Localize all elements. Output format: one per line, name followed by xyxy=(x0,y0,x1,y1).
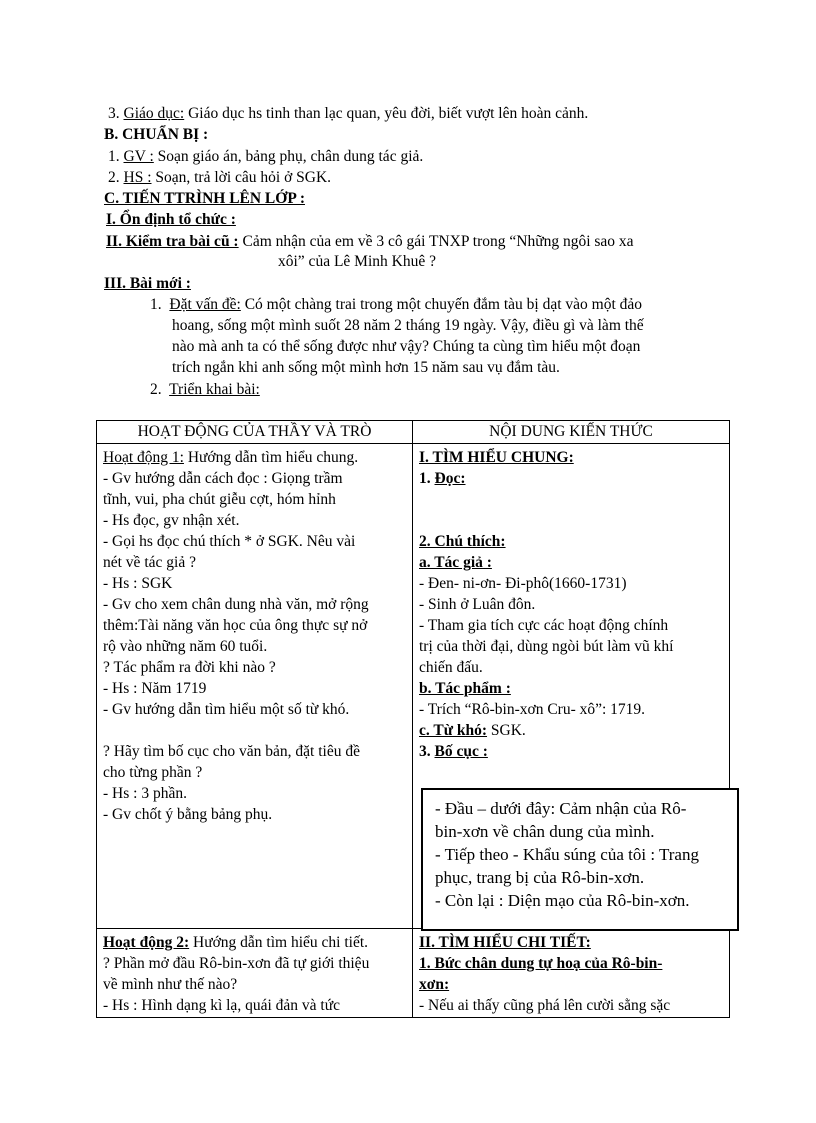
list-item: - Trích “Rô-bin-xơn Cru- xô”: 1719. xyxy=(419,701,646,718)
line-gv: 1. GV : Soạn giáo án, bảng phụ, chân dung tác giả. xyxy=(108,148,424,165)
box-line: - Tiếp theo - Khẩu súng của tôi : Trang xyxy=(435,845,699,864)
line-kiem-tra-cont: xôi” của Lê Minh Khuê ? xyxy=(278,253,436,270)
list-item: - Gv chốt ý bằng bảng phụ. xyxy=(103,806,273,823)
sub-tu-kho: c. Từ khó: SGK. xyxy=(419,722,526,739)
left-cell-1 xyxy=(97,444,413,929)
list-item: - Gọi hs đọc chú thích * ở SGK. Nêu vài xyxy=(103,533,356,550)
list-item: - Đen- ni-ơn- Đi-phô(1660-1731) xyxy=(419,575,627,592)
list-item: - Hs : SGK xyxy=(103,575,173,592)
section-title: II. TÌM HIỂU CHI TIẾT: xyxy=(419,934,591,951)
heading-chuan-bi: B. CHUẨN BỊ : xyxy=(104,126,209,143)
bo-cuc-box xyxy=(421,788,739,931)
sub-tac-gia: a. Tác giả : xyxy=(419,554,492,571)
box-line: phục, trang bị của Rô-bin-xơn. xyxy=(435,868,645,887)
list-item: nét về tác giả ? xyxy=(103,554,196,571)
paragraph-line: hoang, sống một mình suốt 28 năm 2 tháng 19 ngày. Vậy, điều gì và làm thế xyxy=(172,317,644,334)
sub-chan-dung-cont: xơn: xyxy=(419,976,450,993)
left-cell-2 xyxy=(97,929,413,1018)
list-item: - Sinh ở Luân đôn. xyxy=(419,596,536,613)
heading-tien-trinh: C. TIẾN TTRÌNH LÊN LỚP : xyxy=(104,190,305,207)
list-item: rộ vào những năm 60 tuổi. xyxy=(103,638,268,655)
box-line: - Còn lại : Diện mạo của Rô-bin-xơn. xyxy=(435,891,690,910)
line-trien-khai: 2. Triển khai bài: xyxy=(150,381,260,398)
list-item: chiến đấu. xyxy=(419,659,483,676)
right-cell-2 xyxy=(413,929,730,1018)
box-line: - Đầu – dưới đây: Cảm nhận của Rô- xyxy=(435,799,687,818)
list-item: - Gv hướng dẫn tìm hiểu một số từ khó. xyxy=(103,701,350,718)
sub-chan-dung: 1. Bức chân dung tự hoạ của Rô-bin- xyxy=(419,955,663,972)
list-item: trị của thời đại, dùng ngòi bút làm vũ khí xyxy=(419,638,674,655)
giao-duc-label: Giáo dục: xyxy=(123,105,185,122)
list-item: - Hs : Năm 1719 xyxy=(103,680,207,697)
box-line: bin-xơn về chân dung của mình. xyxy=(435,822,655,841)
list-item: - Hs đọc, gv nhận xét. xyxy=(103,512,240,529)
activity-1-title: Hoạt động 1: Hướng dẫn tìm hiểu chung. xyxy=(103,449,359,466)
line-giao-duc: 3. Giáo dục: Giáo dục hs tinh than lạc quan, yêu đời, biết vượt lên hoàn cảnh. xyxy=(108,105,589,122)
sub-tac-pham: b. Tác phẩm : xyxy=(419,680,511,697)
list-item: - Gv cho xem chân dung nhà văn, mở rộng xyxy=(103,596,369,613)
paragraph-line: trích ngắn khi anh sống một mình hơn 15 năm sau vụ đắm tàu. xyxy=(172,359,560,376)
list-item: thêm:Tài năng văn học của ông thực sự nở xyxy=(103,617,368,634)
heading-bai-moi: III. Bài mới : xyxy=(104,275,191,292)
header-left: HOẠT ĐỘNG CỦA THẦY VÀ TRÒ xyxy=(97,421,413,444)
list-item: ? Tác phẩm ra đời khi nào ? xyxy=(103,659,276,676)
line-dat-van-de: 1. Đặt vấn đề: Có một chàng trai trong một chuyến đắm tàu bị dạt vào một đảo xyxy=(150,296,643,313)
list-item: - Hs : 3 phần. xyxy=(103,785,187,802)
section-title: I. TÌM HIỂU CHUNG: xyxy=(419,449,574,466)
list-item: tĩnh, vui, pha chút giễu cợt, hóm hỉnh xyxy=(103,491,336,508)
sub-bo-cuc: 3. Bố cục : xyxy=(419,743,488,760)
heading-on-dinh: I. Ổn định tổ chức : xyxy=(106,211,236,228)
line-kiem-tra: II. Kiểm tra bài cũ : Cảm nhận của em về 3 cô gái TNXP trong “Những ngôi sao xa xyxy=(106,233,634,250)
list-item: - Hs : Hình dạng kì lạ, quái đản và tức xyxy=(103,997,340,1014)
paragraph-line: nào mà anh ta có thể sống được như vậy? Chúng ta cùng tìm hiểu một đoạn xyxy=(172,338,641,355)
list-item: cho từng phần ? xyxy=(103,764,203,781)
sub-doc: 1. Đọc: xyxy=(419,470,466,487)
list-item: ? Hãy tìm bố cục cho văn bản, đặt tiêu đề xyxy=(103,743,360,760)
list-item: - Gv hướng dẫn cách đọc : Giọng trầm xyxy=(103,470,343,487)
list-item: về mình như thế nào? xyxy=(103,976,238,993)
list-item: ? Phần mở đầu Rô-bin-xơn đã tự giới thiệu xyxy=(103,955,370,972)
list-item: - Nếu ai thấy cũng phá lên cười sằng sặc xyxy=(419,997,671,1014)
list-item: - Tham gia tích cực các hoạt động chính xyxy=(419,617,669,634)
sub-chu-thich: 2. Chú thích: xyxy=(419,533,506,550)
activity-2-title: Hoạt động 2: Hướng dẫn tìm hiểu chi tiết. xyxy=(103,934,369,951)
line-hs: 2. HS : Soạn, trả lời câu hỏi ở SGK. xyxy=(108,169,332,186)
header-right: NỘI DUNG KIẾN THỨC xyxy=(413,421,730,444)
